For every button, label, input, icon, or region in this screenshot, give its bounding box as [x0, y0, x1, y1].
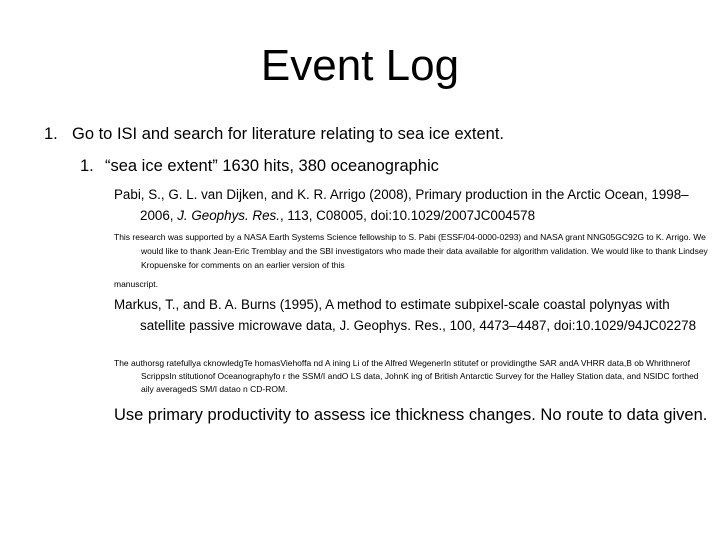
acknowledgment-text-end: manuscript.	[114, 279, 158, 289]
list-item-text: Go to ISI and search for literature relating to sea ice extent.	[72, 125, 504, 143]
list-item-text: “sea ice extent” 1630 hits, 380 oceanographic	[105, 157, 439, 175]
reference-text: Pabi, S., G. L. van Dijken, and K. R. Arrigo (2008), Primary production in the Arctic Ocean, 1998–2006,	[114, 187, 689, 223]
reference-markus-1995: Markus, T., and B. A. Burns (1995), A method to estimate subpixel-scale coastal polynyas with satellite passive microwave data, J. Geophys. Res., 100, 4473–4487, doi:10.1029/94JC02278	[114, 297, 697, 333]
reference-text-tail: , 113, C08005, doi:10.1029/2007JC004578	[279, 208, 536, 223]
analysis-note: Use primary productivity to assess ice thickness changes. No route to data given.	[114, 406, 708, 424]
list-number: 1.	[80, 157, 94, 175]
slide-title: Event Log	[260, 41, 460, 90]
acknowledgment-pabi	[114, 230, 711, 291]
list-number: 1.	[44, 125, 58, 143]
list-item-level2	[80, 156, 439, 176]
journal-name: J. Geophys. Res.	[177, 208, 280, 223]
list-item-level1	[44, 124, 504, 144]
acknowledgment-text: This research was supported by a NASA Earth Systems Science fellowship to S. Pabi (ESSF/04-0000-0293) and NASA grant NNG05GC92G to K. Arrigo. We would like to thank Jean-Eric Tremblay and the SBI investigators who made their data available for algorithm validation. We would like to thank Lindsey Kropuenske for comments on an earlier version of this	[114, 232, 708, 270]
reference-pabi-2008	[114, 184, 710, 226]
acknowledgment-markus: The authorsg ratefullya cknowledgTe homasViehoffa nd A ining Li of the Alfred WegenerIn stitutef or providingthe SAR andA VHRR data,B ob Whrithnerof ScrippsIn stitutionof Oceanographyfo r the SSM/I andO LS data, JohnK ing of British Antarctic Survey for the Halley Station data, and NSIDC forthed aily averagedS SM/I datao n CD-ROM.	[114, 358, 699, 394]
